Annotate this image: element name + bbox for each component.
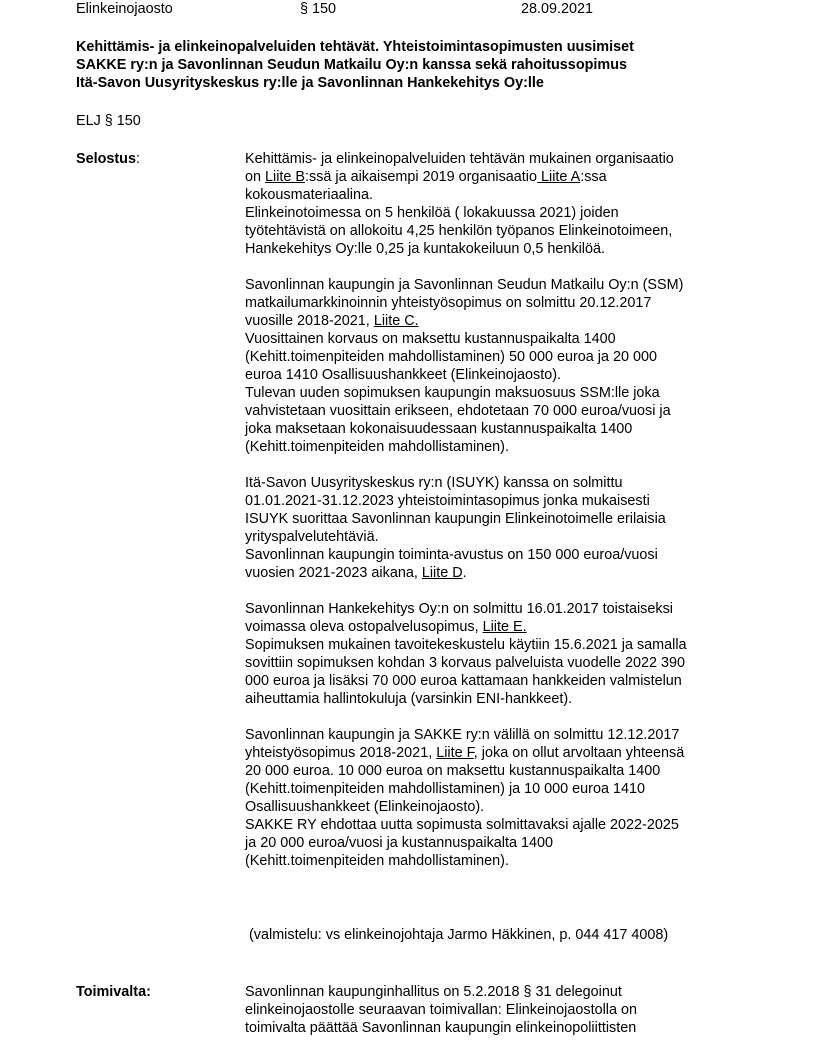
attachment-link-d[interactable]: Liite D bbox=[421, 565, 463, 581]
text-line: toimivalta päättää Savonlinnan kaupungin elinkeinopoliittisten bbox=[245, 1020, 637, 1036]
text-line: sovittiin sopimuksen kohdan 3 korvaus palveluista vuodelle 2022 390 bbox=[245, 655, 685, 671]
attachment-link-a[interactable]: Liite A bbox=[537, 169, 581, 185]
paragraph-sakke bbox=[245, 726, 765, 870]
attachment-link-e[interactable]: Liite E. bbox=[482, 619, 527, 635]
preparer-note: (valmistelu: vs elinkeinojohtaja Jarmo Häkkinen, p. 044 417 4008) bbox=[249, 927, 669, 943]
text-line: ja 20 000 euroa/vuosi ja kustannuspaikalta 1400 bbox=[245, 835, 554, 851]
section-number: § 150 bbox=[300, 1, 337, 17]
paragraph-ssm bbox=[245, 276, 765, 456]
selostus-label bbox=[76, 150, 140, 168]
committee-name: Elinkeinojaosto bbox=[76, 1, 173, 17]
text-run: yhteistyösopimus 2018-2021, bbox=[245, 745, 437, 761]
text-run: vuosille 2018-2021, bbox=[245, 313, 374, 329]
text-line: Savonlinnan kaupungin toiminta-avustus on 150 000 euroa/vuosi bbox=[245, 547, 658, 563]
text-line: Tulevan uuden sopimuksen kaupungin maksuosuus SSM:lle joka bbox=[245, 385, 660, 401]
text-line: Itä-Savon Uusyrityskeskus ry:n (ISUYK) kanssa on solmittu bbox=[245, 475, 623, 491]
text-line: joka maksetaan kokonaisuudessaan kustannuspaikalta 1400 bbox=[245, 421, 633, 437]
text-line bbox=[245, 564, 765, 582]
text-line: Sopimuksen mukainen tavoitekeskustelu käytiin 15.6.2021 ja samalla bbox=[245, 637, 687, 653]
attachment-link-f[interactable]: Liite F bbox=[436, 745, 474, 761]
text-line: työtehtävistä on allokoitu 4,25 henkilön työpanos Elinkeinotoimeen, bbox=[245, 223, 673, 239]
toimivalta-body bbox=[245, 983, 765, 1037]
text-line: 000 euroa ja lisäksi 70 000 euroa kattamaan hankkeiden valmistelun bbox=[245, 673, 682, 689]
text-line bbox=[245, 168, 765, 186]
title-line: SAKKE ry:n ja Savonlinnan Seudun Matkailu Oy:n kanssa sekä rahoitussopimus bbox=[76, 57, 627, 73]
text-line: elinkeinojaostolle seuraavan toimivallan: Elinkeinojaostolla on bbox=[245, 1002, 637, 1018]
text-line bbox=[245, 618, 765, 636]
text-line: aiheuttamia hallintokuluja (varsinkin ENI-hankkeet). bbox=[245, 691, 573, 707]
text-run: voimassa oleva ostopalvelusopimus, bbox=[245, 619, 483, 635]
text-line: Savonlinnan kaupunginhallitus on 5.2.2018 § 31 delegoinut bbox=[245, 984, 622, 1000]
text-run: :ssa bbox=[580, 169, 607, 185]
title-line: Itä-Savon Uusyrityskeskus ry:lle ja Savonlinnan Hankekehitys Oy:lle bbox=[76, 75, 544, 91]
document-title bbox=[76, 38, 634, 92]
text-line: matkailumarkkinoinnin yhteistyösopimus on solmittu 20.12.2017 bbox=[245, 295, 652, 311]
text-run: :ssä ja aikaisempi 2019 organisaatio bbox=[305, 169, 538, 185]
text-run: , joka on ollut arvoltaan yhteensä bbox=[473, 745, 685, 761]
text-line bbox=[245, 744, 765, 762]
text-line: Elinkeinotoimessa on 5 henkilöä ( lokakuussa 2021) joiden bbox=[245, 205, 619, 221]
text-line bbox=[245, 312, 765, 330]
text-line: (Kehitt.toimenpiteiden mahdollistaminen) 50 000 euroa ja 20 000 bbox=[245, 349, 657, 365]
text-line: yrityspalvelutehtäviä. bbox=[245, 529, 379, 545]
text-line: Osallisuushankkeet (Elinkeinojaosto). bbox=[245, 799, 485, 815]
selostus-body bbox=[245, 150, 765, 870]
text-line: (Kehitt.toimenpiteiden mahdollistaminen). bbox=[245, 439, 509, 455]
text-line: Kehittämis- ja elinkeinopalveluiden tehtävän mukainen organisaatio bbox=[245, 151, 674, 167]
text-line: (Kehitt.toimenpiteiden mahdollistaminen). bbox=[245, 853, 509, 869]
paragraph-isuyk bbox=[245, 474, 765, 582]
text-run: on bbox=[245, 169, 266, 185]
text-line: 20 000 euroa. 10 000 euroa on maksettu kustannuspaikalta 1400 bbox=[245, 763, 661, 779]
text-line: SAKKE RY ehdottaa uutta sopimusta solmittavaksi ajalle 2022-2025 bbox=[245, 817, 679, 833]
attachment-link-b[interactable]: Liite B bbox=[265, 169, 306, 185]
selostus-label-colon: : bbox=[135, 151, 140, 167]
attachment-link-c[interactable]: Liite C. bbox=[373, 313, 419, 329]
toimivalta-label: Toimivalta: bbox=[76, 984, 151, 1000]
text-line: Vuosittainen korvaus on maksettu kustannuspaikalta 1400 bbox=[245, 331, 616, 347]
paragraph-organisation bbox=[245, 150, 765, 258]
text-line: euroa 1410 Osallisuushankkeet (Elinkeinojaosto). bbox=[245, 367, 561, 383]
text-line: Hankekehitys Oy:lle 0,25 ja kuntakokeiluun 0,5 henkilöä. bbox=[245, 241, 605, 257]
section-reference: ELJ § 150 bbox=[76, 113, 141, 129]
text-line: Savonlinnan kaupungin ja Savonlinnan Seudun Matkailu Oy:n (SSM) bbox=[245, 277, 684, 293]
meeting-date: 28.09.2021 bbox=[521, 1, 594, 17]
paragraph-hankekehitys bbox=[245, 600, 765, 708]
text-line: Savonlinnan Hankekehitys Oy:n on solmittu 16.01.2017 toistaiseksi bbox=[245, 601, 673, 617]
selostus-label-text: Selostus bbox=[76, 151, 136, 167]
text-line: Savonlinnan kaupungin ja SAKKE ry:n välillä on solmittu 12.12.2017 bbox=[245, 727, 680, 743]
title-line: Kehittämis- ja elinkeinopalveluiden tehtävät. Yhteistoimintasopimusten uusimiset bbox=[76, 39, 634, 55]
text-line: kokousmateriaalina. bbox=[245, 187, 373, 203]
text-line: vahvistetaan vuosittain erikseen, ehdotetaan 70 000 euroa/vuosi ja bbox=[245, 403, 671, 419]
text-line: 01.01.2021-31.12.2023 yhteistoimintasopimus jonka mukaisesti bbox=[245, 493, 650, 509]
text-run: . bbox=[462, 565, 467, 581]
text-run: vuosien 2021-2023 aikana, bbox=[245, 565, 422, 581]
text-line: ISUYK suorittaa Savonlinnan kaupungin Elinkeinotoimelle erilaisia bbox=[245, 511, 666, 527]
text-line: (Kehitt.toimenpiteiden mahdollistaminen) ja 10 000 euroa 1410 bbox=[245, 781, 645, 797]
